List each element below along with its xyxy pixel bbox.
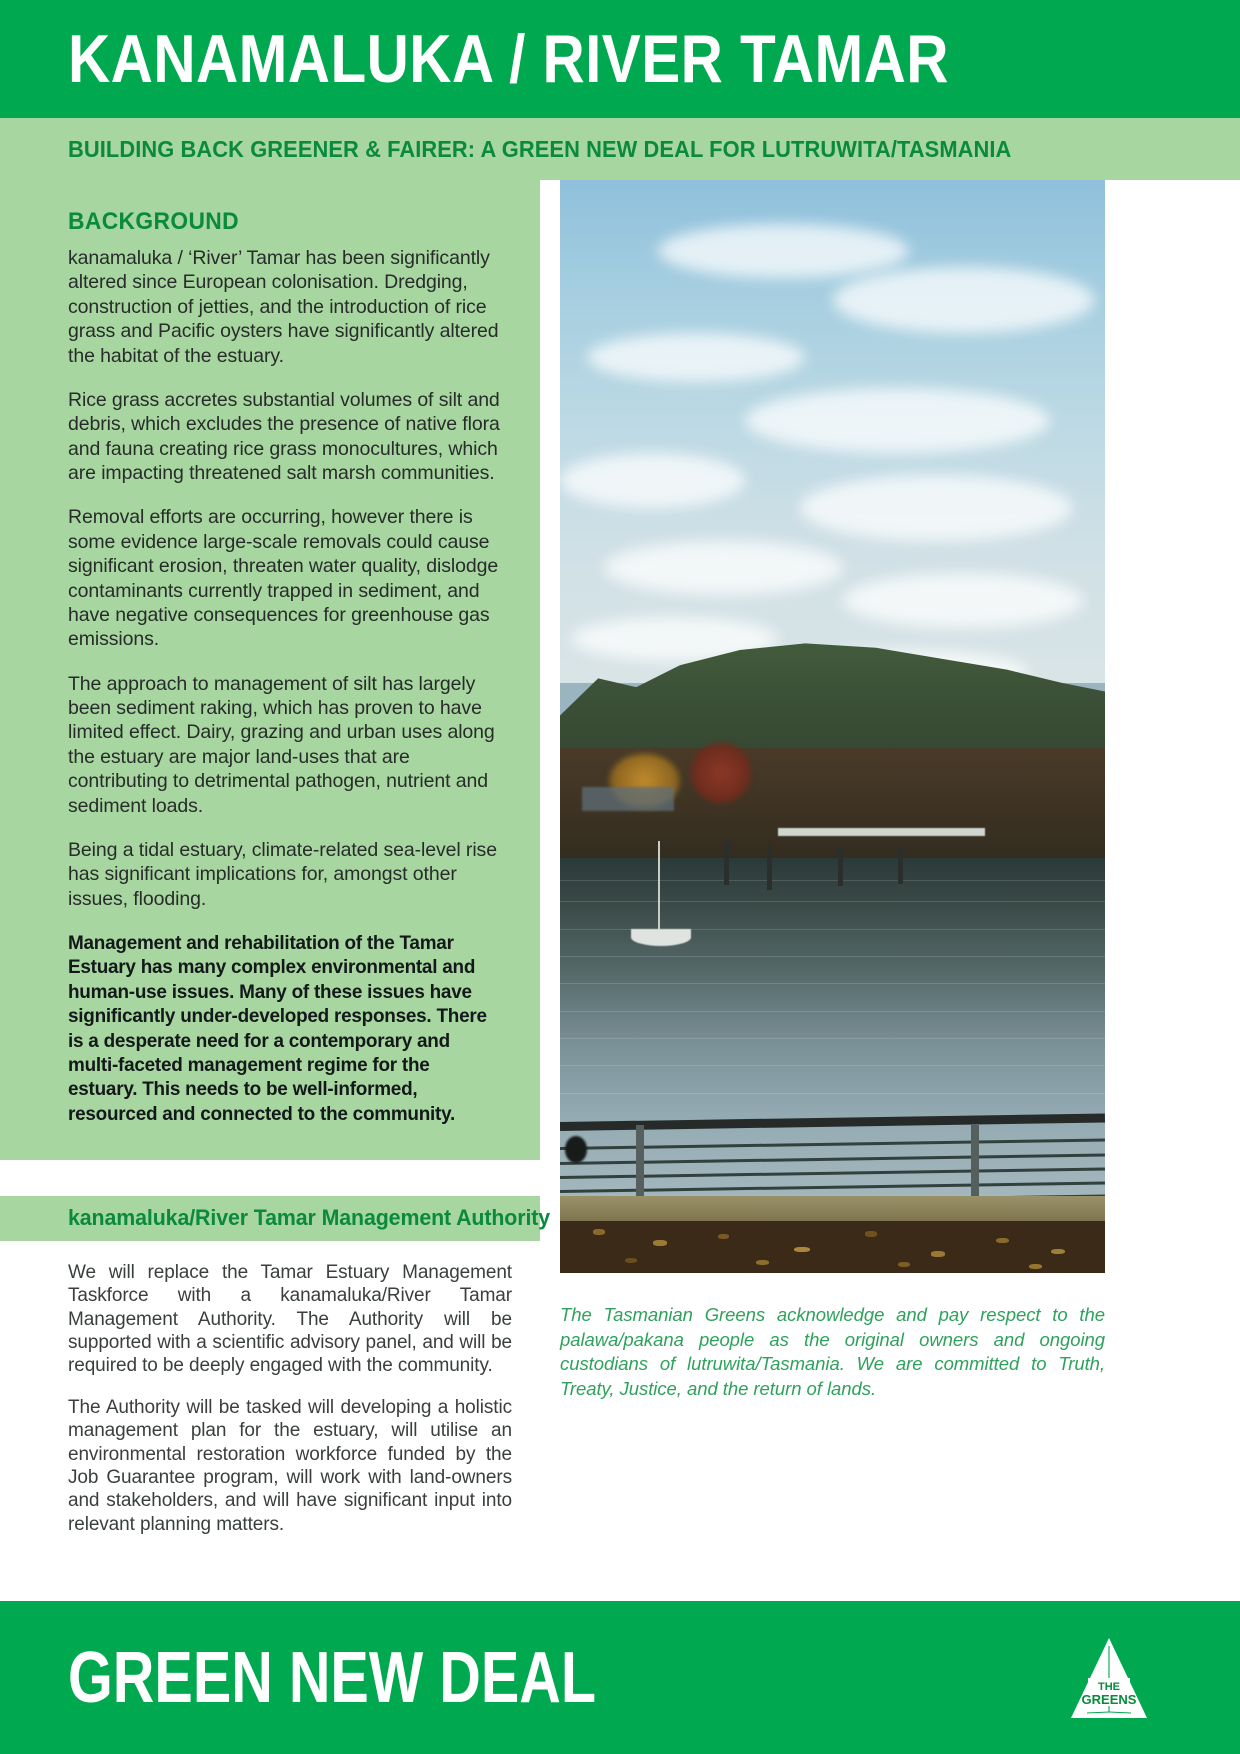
- photo-leaf: [756, 1260, 769, 1265]
- authority-heading-bar: [0, 1196, 551, 1241]
- estuary-photo: [560, 180, 1105, 1273]
- photo-yacht-mast: [658, 841, 660, 931]
- background-paragraph: Rice grass accretes substantial volumes of silt and debris, which excludes the presence of native flora and fauna creating rice grass monocultures, which are impacting threatened salt marsh communities.: [68, 388, 500, 484]
- left-column: [0, 180, 551, 1554]
- background-paragraph: The approach to management of silt has largely been sediment raking, which has proven to have limited effect. Dairy, grazing and urban uses along the estuary are major land-uses that are contributing to detrimental pathogen, nutrient and sediment loads.: [68, 672, 495, 817]
- page-footer: [0, 1601, 1240, 1754]
- photo-leaf-litter: [560, 1221, 1105, 1273]
- cloud-shape: [800, 475, 1073, 541]
- logo-line-2: GREENS: [1081, 1691, 1137, 1707]
- photo-leaf: [898, 1262, 910, 1267]
- photo-leaf: [931, 1251, 945, 1256]
- background-emphasis-paragraph: Management and rehabilitation of the Tamar Estuary has many complex environmental and human-use issues. Many of these issues have significantly under-developed responses. There is a desperate need for a contemporary and multi-faceted management regime for the estuary. This needs to be well-informed, resourced and connected to the community.: [68, 932, 487, 1125]
- background-paragraph: Being a tidal estuary, climate-related sea-level rise has significant implications for, amongst other issues, flooding.: [68, 838, 497, 910]
- background-paragraph: Removal efforts are occurring, however there is some evidence large-scale removals could cause significant erosion, threaten water quality, dislodge contaminants currently trapped in sediment, and have negative consequences for greenhouse gas emissions.: [68, 506, 499, 651]
- background-panel: [0, 180, 540, 1160]
- photo-leaf: [653, 1240, 667, 1245]
- photo-jetty: [778, 828, 985, 836]
- photo-leaf: [1029, 1264, 1042, 1269]
- the-greens-logo: [1068, 1634, 1150, 1722]
- section-spacer: [0, 1160, 540, 1196]
- cloud-shape: [560, 453, 745, 508]
- right-column: [540, 180, 1240, 1554]
- background-paragraph: kanamaluka / ‘River’ Tamar has been significantly altered since European colonisation. Dredging, construction of jetties, and the introduction of rice grass and Pacific oysters have significantly altered the habitat of the estuary.: [68, 247, 499, 367]
- cloud-shape: [745, 388, 1050, 454]
- acknowledgement-of-country: The Tasmanian Greens acknowledge and pay respect to the palawa/pakana people as the original owners and ongoing custodians of lutruwita/Tasmania. We are committed to Truth, Treaty, Justice, and the return of lands.: [560, 1304, 1105, 1399]
- cloud-shape: [604, 541, 844, 596]
- authority-heading: kanamaluka/River Tamar Management Authority: [68, 1205, 551, 1230]
- photo-piling: [898, 847, 903, 884]
- photo-piling: [724, 841, 729, 885]
- photo-autumn-foliage: [691, 743, 751, 803]
- authority-paragraph: The Authority will be tasked will developing a holistic management plan for the estuary, will utilise an environmental restoration workforce funded by the Job Guarantee program, will work with land-owners and stakeholders, and will have significant input into relevant planning matters.: [68, 1396, 512, 1535]
- photo-leaf: [718, 1234, 729, 1239]
- page-title: KANAMALUKA / RIVER TAMAR: [68, 21, 949, 97]
- footer-title: GREEN NEW DEAL: [68, 1637, 597, 1718]
- photo-leaf: [593, 1229, 605, 1234]
- photo-leaf: [865, 1231, 877, 1236]
- photo-leaf: [794, 1247, 809, 1252]
- cloud-shape: [587, 333, 805, 382]
- cloud-shape: [843, 573, 1083, 628]
- authority-paragraph: We will replace the Tamar Estuary Management Taskforce with a kanamaluka/River Tamar Management Authority. The Authority will be supported with a scientific advisory panel, and will be required to be deeply engaged with the community.: [68, 1262, 512, 1377]
- photo-shoreline-houses: [582, 787, 675, 811]
- photo-piling: [838, 847, 843, 886]
- photo-leaf: [1051, 1249, 1065, 1254]
- photo-rock: [565, 1136, 587, 1162]
- page-subtitle: BUILDING BACK GREENER & FAIRER: A GREEN NEW DEAL FOR LUTRUWITA/TASMANIA: [68, 135, 1012, 162]
- cloud-shape: [658, 224, 909, 279]
- background-heading: BACKGROUND: [68, 208, 239, 235]
- logo-line-1: THE: [1098, 1680, 1120, 1693]
- photo-fence-post: [971, 1125, 979, 1207]
- photo-leaf: [625, 1258, 637, 1263]
- page-header: [0, 0, 1240, 118]
- photo-fence-post: [636, 1125, 644, 1207]
- cloud-shape: [833, 267, 1095, 333]
- photo-piling: [767, 845, 772, 891]
- page-subheader: [0, 118, 1240, 180]
- authority-body: [0, 1241, 540, 1536]
- page-body: [0, 180, 1240, 1554]
